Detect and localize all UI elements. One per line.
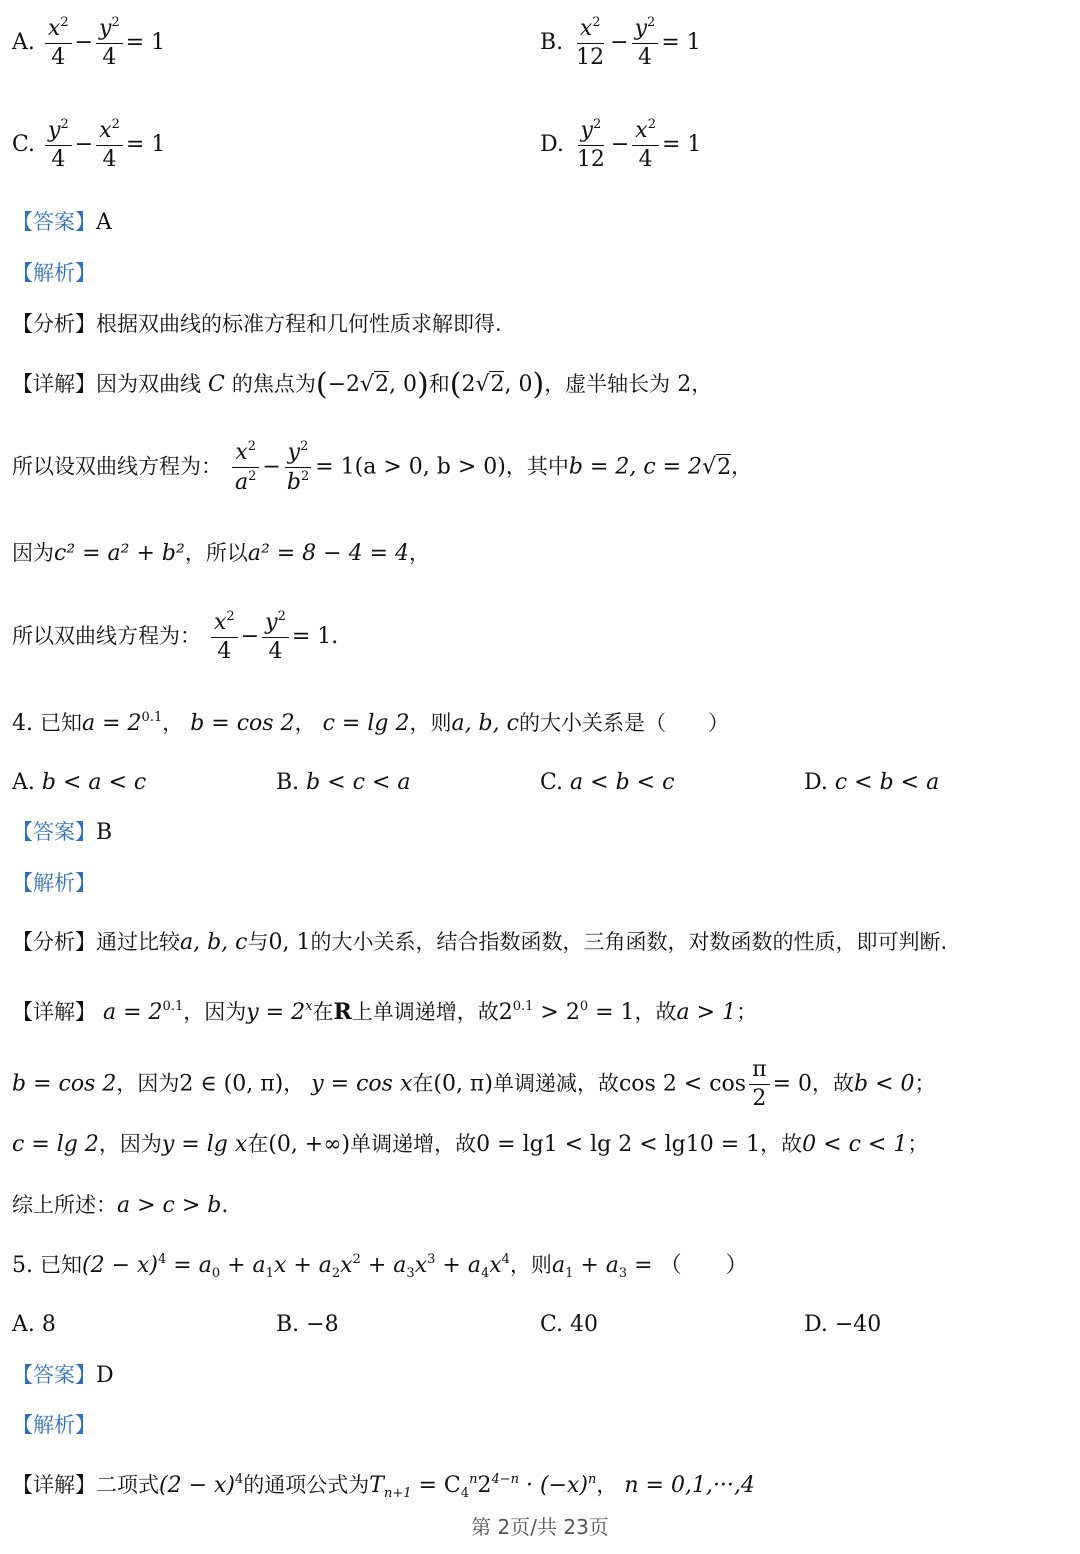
q4-option-a: A. b < a < c [12,770,147,795]
q4-stem: 4. 已知$a = 2^{0.1}$， b = cos 2， c = lg 2，则a, b, c的大小关系是（ ） [12,710,729,736]
q3-option-c: C. $\frac{y^2}{4}$ − $\frac{x^2}{4}$ = 1 [12,117,166,173]
q4-answer [12,822,112,844]
q3-detail-line-4: 所以双曲线方程为： $\frac{x^2}{4}$ − $\frac{y^2}{4}$ = 1. [12,609,339,665]
answer-tag: 【答案】 [12,210,96,234]
q4-detail-line-4: 综上所述：a > c > b. [12,1193,229,1218]
q4-detail-line-1: 【详解】 $a = 2^{0.1}$，因为$y = 2^x$在R上单调递增，故$2^{0.1} > 2^0 = 1$，故a > 1； [12,999,758,1025]
page-footer: 第 2页/共 23页 [471,1515,609,1539]
q5-analysis-tag: 【解析】 [12,1413,96,1437]
q5-option-b: B. −8 [276,1312,339,1337]
q3-detail-line-3: 因为c² = a² + b²，所以a² = 8 − 4 = 4， [12,541,431,566]
answer-value: A [96,210,112,235]
q3-analysis-tag: 【解析】 [12,261,96,285]
answer-value: B [96,820,113,845]
q4-option-b: B. b < c < a [276,770,411,795]
q3-option-b: B. $\frac{x^2}{12}$ − $\frac{y^2}{4}$ = 1 [540,15,701,71]
q3-option-d: D. $\frac{y^2}{12}$ − $\frac{x^2}{4}$ = 1 [540,117,702,173]
q5-option-c: C. 40 [540,1312,599,1337]
q4-fenxi: 【分析】通过比较a, b, c与0, 1的大小关系，结合指数函数，三角函数，对数函数的性质，即可判断. [12,930,948,955]
q4-option-c: C. a < b < c [540,770,675,795]
q3-answer [12,212,112,234]
q3-fenxi: 【分析】根据双曲线的标准方程和几何性质求解即得. [12,312,502,336]
answer-tag: 【答案】 [12,1363,96,1387]
q5-option-d: D. −40 [804,1312,882,1337]
q5-answer [12,1365,114,1387]
q3-option-a: A. $\frac{x^2}{4}$ − $\frac{y^2}{4}$ = 1 [12,15,166,71]
q5-detail-line-1: 【详解】二项式$(2 - x)^4$的通项公式为$T_{n+1} = C_4^n2^{4-n} \cdot (-x)^n$， n = 0,1,···,4 [12,1472,755,1501]
q3-detail-line-1: 【详解】因为双曲线 C 的焦点为(−2√2, 0)和(2√2, 0)，虚半轴长为 2， [12,367,713,402]
answer-value: D [96,1363,114,1388]
q5-stem: 5. 已知$(2 - x)^4 = a_0 + a_1x + a_2x^2 + a_3x^3 + a_4x^4$，则$a_1 + a_3$ = （ ） [12,1252,748,1281]
q5-option-a: A. 8 [12,1312,56,1337]
q4-detail-line-2: b = cos 2，因为2 ∈ (0, π)， y = cos x在(0, π)单调递减，故cos 2 < cos $\frac{\pi}{2}$ = 0，故b < 0； [12,1057,936,1112]
q3-detail-line-2: 所以设双曲线方程为： $\frac{x^2}{a^2}$ − $\frac{y^2}{b^2}$ = 1(a > 0, b > 0)，其中b = 2, c = 2√2， [12,439,753,496]
q4-analysis-tag: 【解析】 [12,871,96,895]
q4-option-d: D. c < b < a [804,770,940,795]
answer-tag: 【答案】 [12,820,96,844]
q4-detail-line-3: c = lg 2，因为y = lg x在(0, +∞)单调递增，故0 = lg1 < lg 2 < lg10 = 1，故0 < c < 1； [12,1132,929,1157]
